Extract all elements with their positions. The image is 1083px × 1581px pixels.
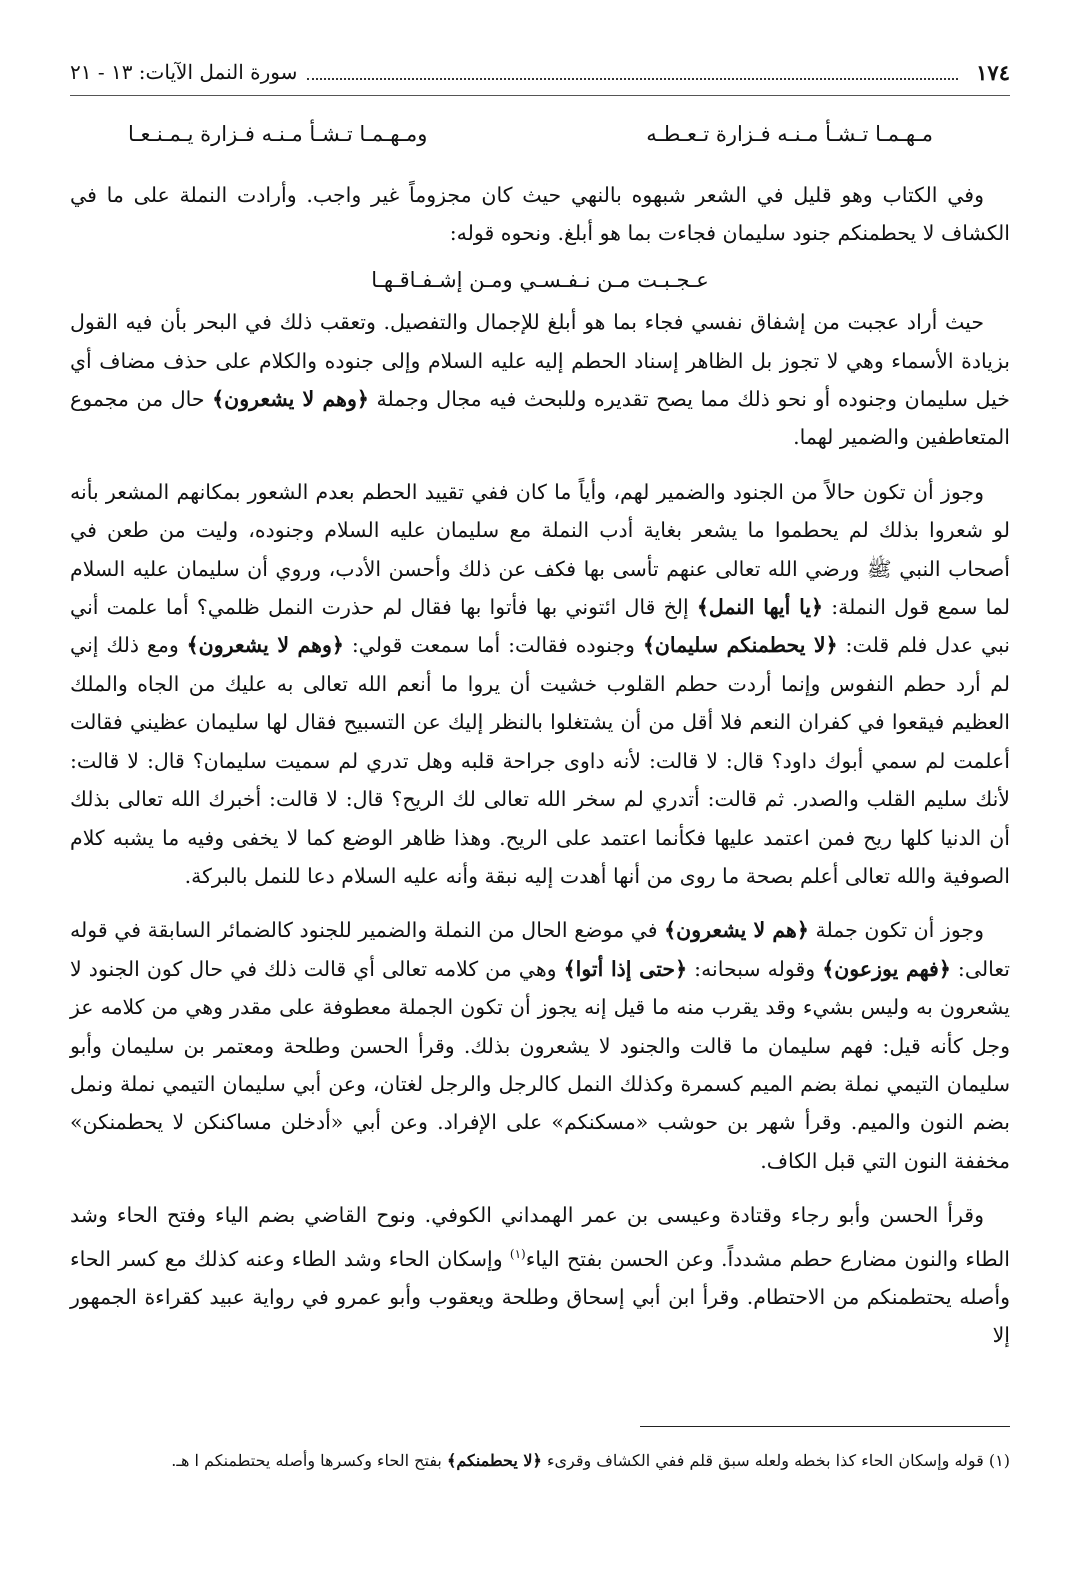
verse-hemistich-left: ومـهـمـا تـشـأ مـنـه فـزارة يـمـنـعـا [128,122,428,146]
paragraph-text: وفي الكتاب وهو قليل في الشعر شبهوه بالنهي حيث كان مجزوماً غير واجب. وأرادت النملة على ما في الكشاف لا يحطمنكم جنود سليمان فجاءت بما هو أبلغ. ونحوه قوله: [70,183,1010,246]
main-text [70,176,1010,1355]
paragraph-1 [70,176,1010,253]
quran-quote: ﴿لا يحطمنكم﴾ [446,1451,542,1470]
quran-quote: ﴿لا يحطمنكم سليمان﴾ [642,633,838,658]
footnote-text: قوله وإسكان الحاء كذا بخطه ولعله سبق قلم ففي الكشاف وقرىء [546,1451,984,1470]
running-title: سورة النمل الآيات: ١٣ - ٢١ [70,60,298,84]
quran-quote: ﴿حتى إذا أتوا﴾ [563,956,688,981]
paragraph-2 [70,303,1010,457]
paragraph-4 [70,911,1010,1180]
paragraph-text: وجوز أن تكون جملة [815,918,984,943]
paragraph-text: حال من مجموع المتعاطفين والضمير لهما. [70,387,1010,450]
paragraph-3 [70,473,1010,895]
verse-line-2: عـجـبـت مـن نـفـسـي ومـن إشـفـاقـهـا [371,267,709,292]
footnote [70,1448,1010,1474]
paragraph-text: حيث أراد عجبت من إشفاق نفسي فجاء بما هو أبلغ للإجمال والتفصيل. وتعقب ذلك في البحر بأن فيه القول بزيادة الأسماء وهي لا تجوز بل الظاهر إسناد الحطم إليه عليه السلام وإلى جنوده والكلام على حذف مضاف أي خيل سليمان وجنوده أو نحو ذلك مما يصح تقديره وللبحث فيه مجال وجملة [70,310,1010,412]
paragraph-text: وقرأ الحسن وأبو رجاء وقتادة وعيسى بن عمر الهمداني الكوفي. ونوح القاضي بضم الياء وفتح الحاء وشد الطاء والنون مضارع حطم مشدداً. وعن الحسن بفتح الياء [70,1203,1010,1271]
paragraph-text: وإسكان الحاء وشد الطاء وعنه كذلك مع كسر الحاء وأصله يحتطمنكم من الاحتطام. وقرأ ابن أبي إسحاق وطلحة ويعقوب وأبو عمرو في رواية عبيد كقراءة الجمهور إلا [70,1246,1010,1348]
paragraph-5 [70,1196,1010,1354]
footnote-number: (١) [988,1451,1010,1470]
quran-quote: ﴿فهم يوزعون﴾ [822,956,951,981]
footnote-text: بفتح الحاء وكسرها وأصله يحتطمنكم ا هـ. [171,1451,442,1470]
page-number: ١٧٤ [976,59,1010,85]
verse-hemistich-right: مـهـمـا تـشـأ مـنـه فـزارة تـعـطـه [646,122,933,146]
quran-quote: ﴿يا أيها النمل﴾ [696,595,824,620]
quran-quote: ﴿هم لا يشعرون﴾ [664,918,809,943]
page-header [70,52,1010,92]
paragraph-text: ومع ذلك إني لم أرد حطم النفوس وإنما أردت حطم القلوب خشيت أن يروا ما أنعم الله تعالى به عليك من الجاه والملك العظيم فيقعوا في كفران النعم فلا أقل من أن يشتغلوا بالنظر إليك عن التسبيح فقال لها سليمان عظيني فقالت أعلمت لم سمي أبوك داود؟ قال: لا قالت: لأنه داوى جراحة قلبه وهل تدري لم سميت سليمان؟ قال: لا قالت: لأنك سليم القلب والصدر. ثم قالت: أتدري لم سخر الله تعالى لك الريح؟ قال: لا قالت: أخبرك الله تعالى بذلك أن الدنيا كلها ريح فمن اعتمد عليها فكأنما اعتمد على الريح. وهذا ظاهر الوضع كما لا يخفى وفيه ما يشبه كلام الصوفية والله تعالى أعلم بصحة ما روى من أنها أهدت إليه نبقة وأنه عليه السلام دعا للنمل بالبركة. [70,633,1010,888]
paragraph-text: وجوز أن تكون حالاً من الجنود والضمير لهم، وأياً ما كان ففي تقييد الحطم بعدم الشعور بمكانهم المشعر بأنه لو شعروا بذلك لم يحطموا ما يشعر بغاية أدب النملة مع سليمان عليه السلام وجنوده، وليت من طعن في أصحاب النبي ﷺ ورضي الله تعالى عنهم تأسى بها فكف عن ذلك وأحسن الأدب، وروي أن سليمان عليه السلام لما سمع قول النملة: [70,479,1010,620]
quran-quote: ﴿وهم لا يشعرون﴾ [212,387,369,412]
header-rule [70,95,1010,96]
paragraph-text: وجنوده فقالت: أما سمعت قولي: [351,633,635,658]
paragraph-text: في موضع الحال من النملة والضمير للجنود كالضمائر السابقة في قوله تعالى: [70,918,1011,981]
footnote-rule [640,1426,1010,1427]
paragraph-text: وقوله سبحانه: [694,956,816,981]
quran-quote: ﴿وهم لا يشعرون﴾ [186,633,344,658]
header-leader-dots [307,64,958,80]
paragraph-text: وهي من كلامه تعالى أي قالت ذلك في حال كون الجنود لا يشعرون به وليس بشيء وقد يقرب منه ما قيل إنه يجوز أن تكون الجملة معطوفة على مقدر وهي من كلامه عز وجل كأنه قيل: فهم سليمان ما قالت والجنود لا يشعرون بذلك. وقرأ الحسن وطلحة ومعتمر بن سليمان وأبو سليمان التيمي نملة بضم الميم كسمرة وكذلك النمل كالرجل والرجل لغتان، وعن أبي سليمان التيمي نملة ونمل بضم النون والميم. وقرأ شهر بن حوشب «مسكنكم» على الإفراد. وعن أبي «أدخلن مساكنكن لا يحطمنكن» مخففة النون التي قبل الكاف. [70,956,1010,1173]
paragraph-text: إلخ قال ائتوني بها فأتوا بها فقال لم حذرت النمل ظلمي؟ أما علمت أني نبي عدل فلم قلت: [70,595,1010,658]
footnote-reference: (١) [509,1246,526,1261]
